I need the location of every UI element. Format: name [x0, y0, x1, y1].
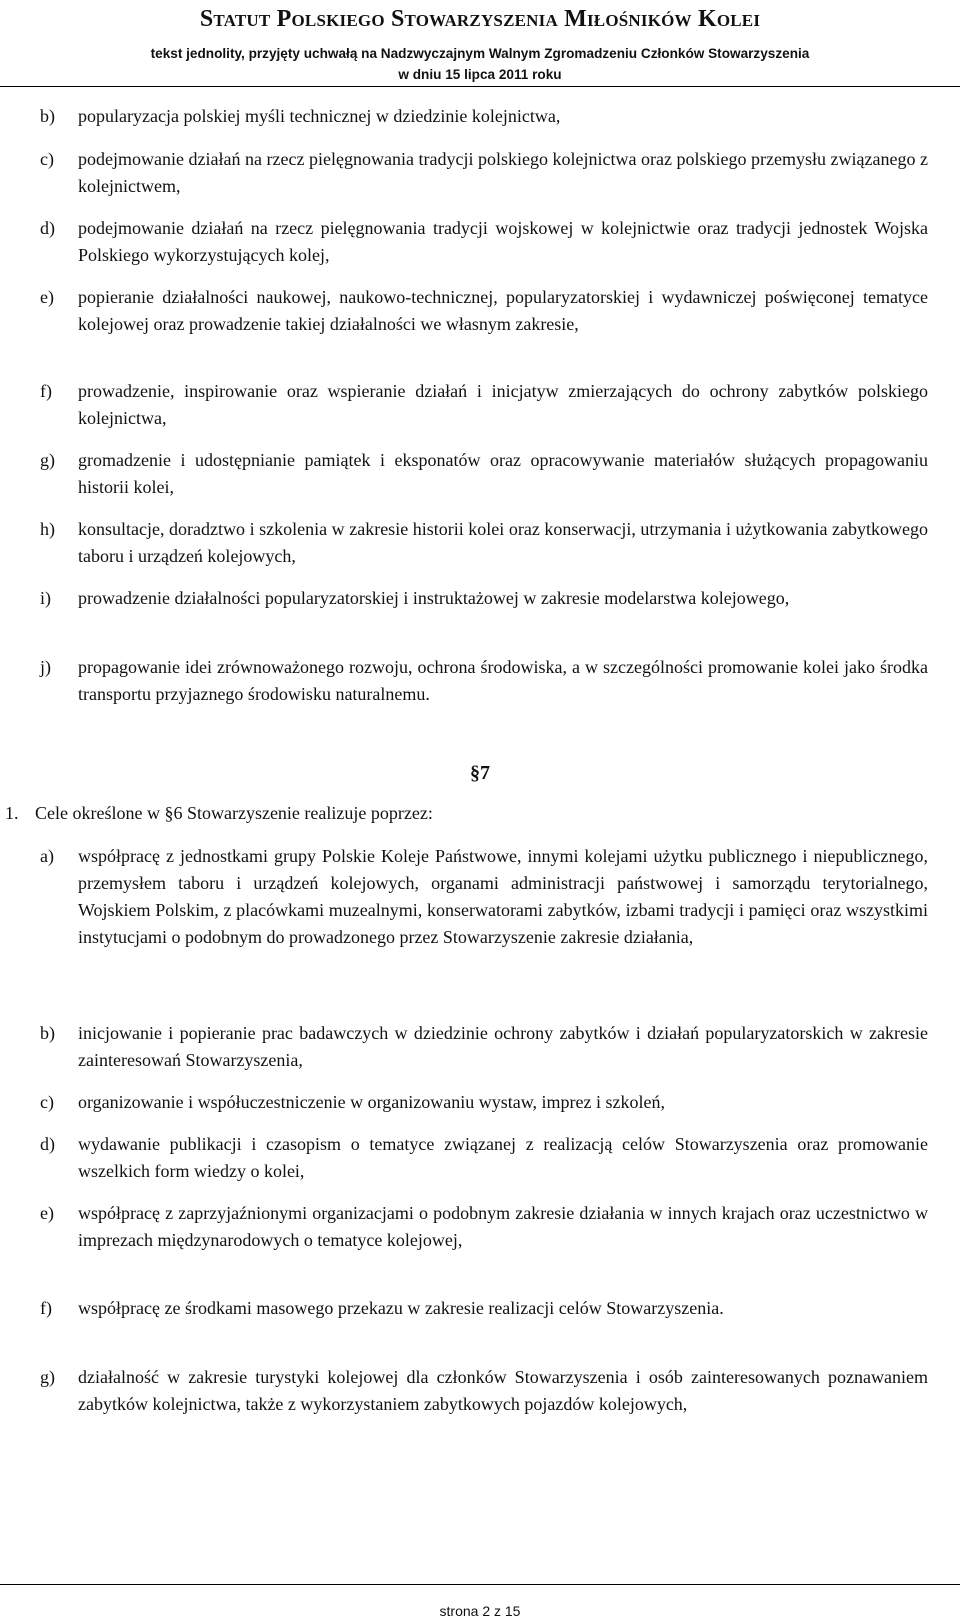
list-item-text: popularyzacja polskiej myśli technicznej w dziedzinie kolejnictwa, — [78, 106, 561, 126]
list-item-label: h) — [40, 519, 55, 539]
list-item-label: e) — [40, 1203, 54, 1223]
list-item-a — [40, 843, 928, 951]
list-item-text: współpracę ze środkami masowego przekazu w zakresie realizacji celów Stowarzyszenia. — [78, 1298, 724, 1318]
page-number: strona 2 z 15 — [439, 1603, 521, 1619]
list-item-label: e) — [40, 287, 54, 307]
list-item-text: organizowanie i współuczestniczenie w organizowaniu wystaw, imprez i szkoleń, — [78, 1092, 665, 1112]
footer-divider — [0, 1584, 960, 1585]
document-subtitle: tekst jednolity, przyjęty uchwałą na Nadzwyczajnym Walnym Zgromadzeniu Członków Stowarzyszenia — [150, 46, 810, 61]
section-intro — [5, 800, 925, 827]
list-item-text: propagowanie idei zrównoważonego rozwoju, ochrona środowiska, a w szczególności promowanie kolei jako środka transportu przyjaznego środowisku naturalnemu. — [78, 657, 928, 704]
list-item-j — [40, 654, 928, 708]
list-item-b — [40, 103, 928, 130]
list-item-label: j) — [40, 657, 51, 677]
list-item-text: współpracę z zaprzyjaźnionymi organizacjami o podobnym zakresie działania w innych krajach oraz uczestnictwo w imprezach międzynarodowych o tematyce kolejowej, — [78, 1203, 928, 1250]
section-intro-text: Cele określone w §6 Stowarzyszenie realizuje poprzez: — [35, 803, 433, 823]
list-item-f — [40, 378, 928, 432]
list-item-c — [40, 1089, 928, 1116]
list-item-g — [40, 447, 928, 501]
list-item-text: podejmowanie działań na rzecz pielęgnowania tradycji wojskowej w kolejnictwie oraz tradycji jednostek Wojska Polskiego wykorzystujących kolej, — [78, 218, 928, 265]
list-item-label: a) — [40, 846, 54, 866]
list-item-text: inicjowanie i popieranie prac badawczych w dziedzinie ochrony zabytków i działań popularyzatorskich w zakresie zainteresowań Stowarzyszenia, — [78, 1023, 928, 1070]
list-item-text: podejmowanie działań na rzecz pielęgnowania tradycji polskiego kolejnictwa oraz polskiego przemysłu związanego z kolejnictwem, — [78, 149, 928, 196]
section-intro-number: 1. — [5, 803, 19, 823]
list-item-i — [40, 585, 928, 612]
list-item-label: c) — [40, 1092, 54, 1112]
list-item-label: d) — [40, 1134, 55, 1154]
list-item-d — [40, 1131, 928, 1185]
list-item-text: działalność w zakresie turystyki kolejowej dla członków Stowarzyszenia i osób zainteresowanych poznawaniem zabytków kolejnictwa, także z wykorzystaniem zabytkowych pojazdów kolejowych, — [78, 1367, 928, 1414]
document-date: w dniu 15 lipca 2011 roku — [398, 67, 562, 82]
list-item-f — [40, 1295, 928, 1322]
section-heading: §7 — [470, 762, 490, 784]
list-item-label: g) — [40, 1367, 55, 1387]
document-title: Statut Polskiego Stowarzyszenia Miłośników Kolei — [199, 6, 761, 32]
list-item-label: b) — [40, 106, 55, 126]
list-item-h — [40, 516, 928, 570]
list-item-d — [40, 215, 928, 269]
list-item-g — [40, 1364, 928, 1418]
list-item-text: wydawanie publikacji i czasopism o tematyce związanej z realizacją celów Stowarzyszenia oraz promowanie wszelkich form wiedzy o kolei, — [78, 1134, 928, 1181]
list-item-text: popieranie działalności naukowej, naukowo-technicznej, popularyzatorskiej i wydawniczej poświęconej tematyce kolejowej oraz prowadzenie takiej działalności we własnym zakresie, — [78, 287, 928, 334]
list-item-label: f) — [40, 1298, 52, 1318]
list-item-label: b) — [40, 1023, 55, 1043]
list-item-text: gromadzenie i udostępnianie pamiątek i eksponatów oraz opracowywanie materiałów służących propagowaniu historii kolei, — [78, 450, 928, 497]
list-item-e — [40, 1200, 928, 1254]
list-item-b — [40, 1020, 928, 1074]
list-item-text: prowadzenie działalności popularyzatorskiej i instruktażowej w zakresie modelarstwa kolejowego, — [78, 588, 790, 608]
list-item-label: f) — [40, 381, 52, 401]
list-item-text: prowadzenie, inspirowanie oraz wspieranie działań i inicjatyw zmierzających do ochrony zabytków polskiego kolejnictwa, — [78, 381, 928, 428]
header-divider — [0, 86, 960, 87]
list-item-label: c) — [40, 149, 54, 169]
list-item-text: konsultacje, doradztwo i szkolenia w zakresie historii kolei oraz konserwacji, utrzymania i użytkowania zabytkowego taboru i urządzeń kolejowych, — [78, 519, 928, 566]
list-item-c — [40, 146, 928, 200]
list-item-label: d) — [40, 218, 55, 238]
list-item-label: g) — [40, 450, 55, 470]
list-item-e — [40, 284, 928, 338]
list-item-text: współpracę z jednostkami grupy Polskie Koleje Państwowe, innymi kolejami użytku publicznego i niepublicznego, przemysłem taboru i urządzeń kolejowych, organami administracji państwowej i samorządu terytorialnego, Wojskiem Polskim, z placówkami muzealnymi, konserwatorami zabytków, izbami tradycji i pamięci oraz wszystkimi instytucjami o podobnym do prowadzonego przez Stowarzyszenie zakresie działania, — [78, 846, 928, 947]
list-item-label: i) — [40, 588, 51, 608]
